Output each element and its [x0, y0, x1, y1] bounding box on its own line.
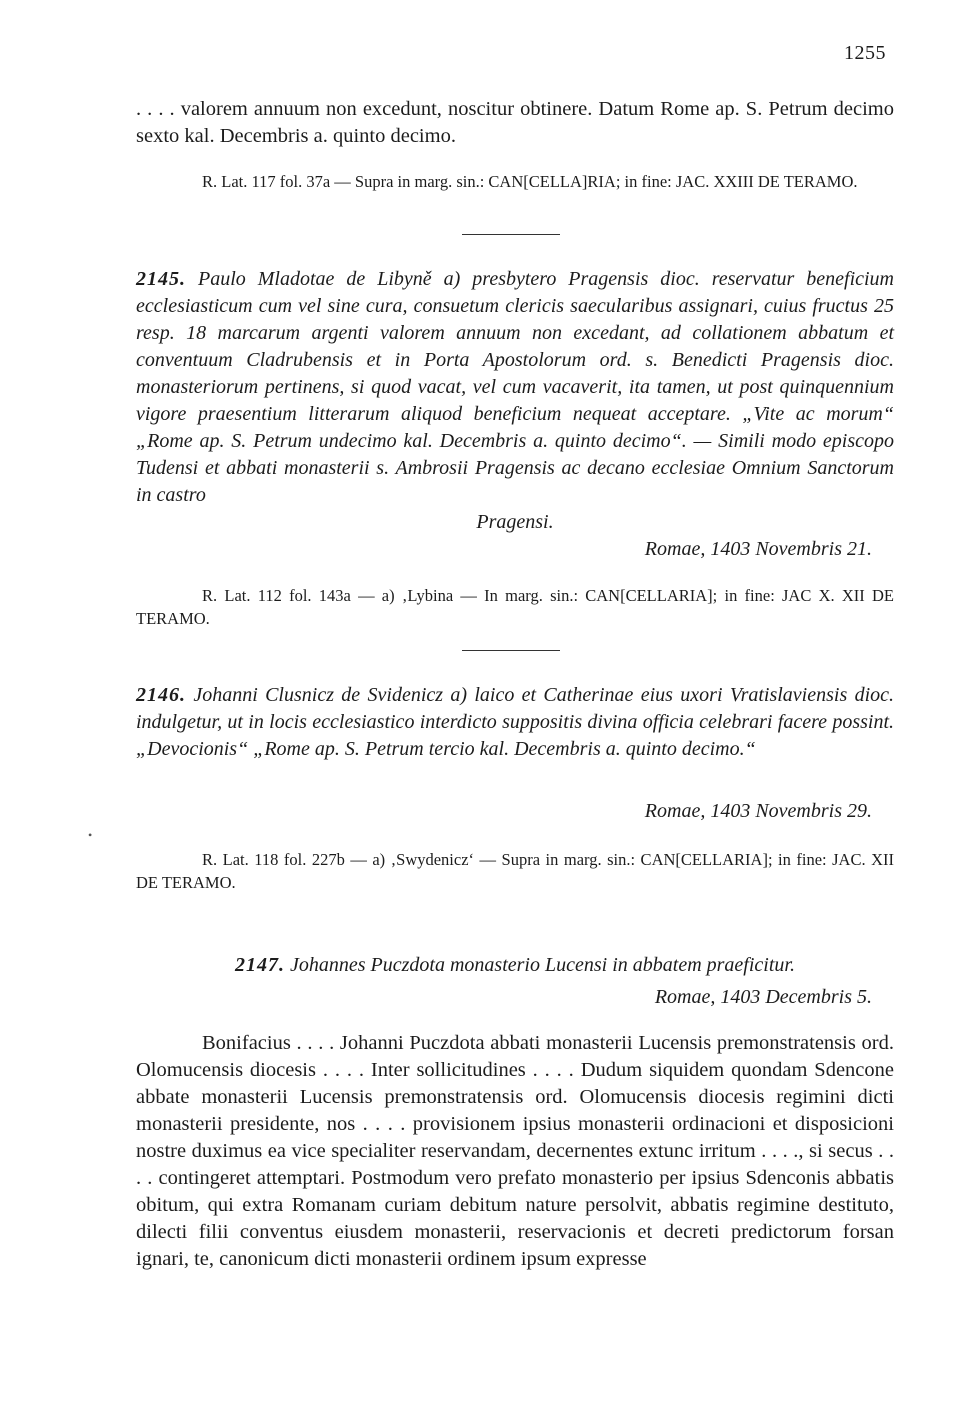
entry-text: Paulo Mladotae de Libyně a) presbytero Pragensis dioc. reservatur beneficium ecclesiasticum cum vel sine cura, consuetum clericis saecularibus assignari, cuius fructus 25 resp. 18 marcarum argenti valorem annuum non excedant, ad collationem abbatum et conventuum Cladrubensis et in Porta Apostolorum ord. s. Benedicti Pragensis dioc. monasteriorum pertinens, si quod vacat, vel cum vacaverit, ita tamen, ut post quinquennium vigore praesentium litterarum aliquod beneficium nequeat acceptare. „Vite ac morum“ „Rome ap. S. Petrum undecimo kal. Decembris a. quinto decimo“. — Simili modo episcopo Tudensi et abbati monasterii s. Ambrosii Pragensis ac decano ecclesiae Omnium Sanctorum in castro	[136, 268, 895, 506]
top-fragment-text: . . . . valorem annuum non excedunt, noscitur obtinere. Datum Rome ap. S. Petrum decimo sexto kal. Decembris a. quinto decimo.	[136, 98, 894, 147]
separator-rule	[462, 234, 560, 235]
entry-text: Bonifacius . . . . Johanni Puczdota abbati monasterii Lucensis premonstratensis ord. Olomucensis diocesis . . . . Inter sollicitudines . . . . Dudum siquidem quondam Sdencone abbate monasterii Lucensis premonstratensis ord. Olomucensis diocesis regimini dicti monasterii presidente, nos . . . . provisionem ipsius monasterii ordinacioni et disposicioni nostre duximus ea vice specialiter reservandam, decernentes extunc irritum . . . ., si secus . . . . contingeret attemptari. Postmodum vero prefato monasterio per ipsius Sdenconis abbatis obitum, qui extra Romanam curiam debitum nature persolvit, abbatis regimine destituto, dilecti filii conventus eiusdem monasterii, reservacionis et decreti predictorum forsan ignari, te, canonicum dicti monasterii ordinem ipsum expresse	[136, 1032, 894, 1270]
page-number: 1255	[844, 42, 886, 64]
entry-2145	[136, 266, 894, 536]
entry-2146	[136, 682, 894, 763]
entry-date: Romae, 1403 Novembris 21.	[644, 538, 872, 560]
margin-mark: •	[88, 828, 93, 842]
entry-text: Johanni Clusnicz de Svidenicz a) laico et Catherinae eius uxori Vratislaviensis dioc. indulgetur, ut in locis ecclesiastico interdicto suppositis divina officia celebrari facere possint. „Devocionis“ „Rome ap. S. Petrum tercio kal. Decembris a. quinto decimo.“	[136, 684, 895, 760]
entry-date: Romae, 1403 Novembris 29.	[644, 800, 872, 822]
top-fragment-note: R. Lat. 117 fol. 37a — Supra in marg. sin.: CAN[CELLA]RIA; in fine: JAC. XXIII DE TERAMO.	[202, 172, 858, 191]
entry-title: Johannes Puczdota monasterio Lucensi in abbatem praeficitur.	[290, 954, 795, 976]
entry-last-line: Pragensi.	[476, 511, 554, 533]
separator-rule	[462, 650, 560, 651]
entry-number: 2145.	[136, 268, 186, 290]
entry-number: 2147.	[235, 954, 286, 976]
entry-note: R. Lat. 112 fol. 143a — a) ‚Lybina — In marg. sin.: CAN[CELLARIA]; in fine: JAC X. XII DE TERAMO.	[136, 586, 894, 628]
entry-note: R. Lat. 118 fol. 227b — a) ‚Swydenicz‘ — Supra in marg. sin.: CAN[CELLARIA]; in fine: JAC. XII DE TERAMO.	[136, 850, 894, 892]
entry-number: 2146.	[136, 684, 186, 706]
entry-date: Romae, 1403 Decembris 5.	[654, 986, 872, 1008]
entry-2147-heading	[136, 952, 894, 979]
